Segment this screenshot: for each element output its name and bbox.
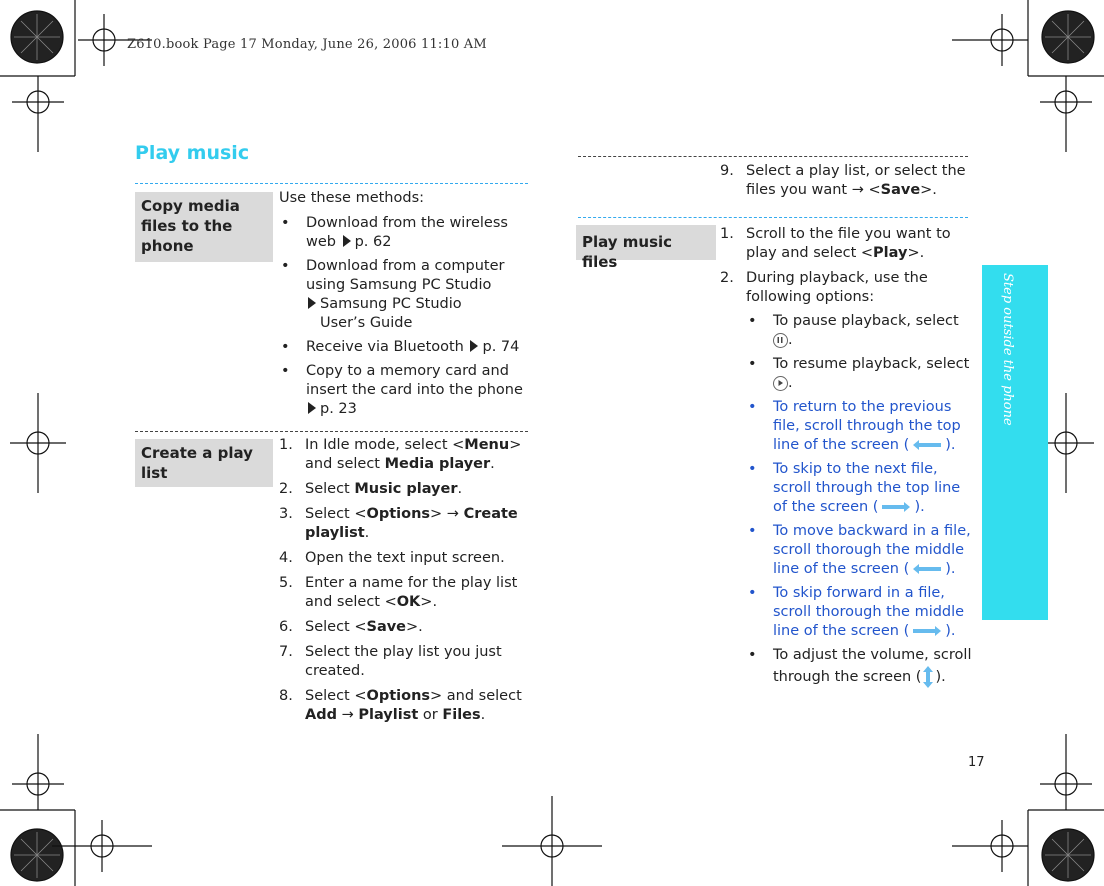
side-tab-label: Step outside the phone: [1000, 273, 1015, 426]
step-item: 6. Select <Save>.: [279, 619, 423, 635]
list-item: • Download from the wireless web p. 62: [279, 214, 531, 252]
section-side-tab: [982, 265, 1048, 620]
list-item: • Download from a computer using Samsung PC Studio Samsung PC Studio User’s Guide: [279, 257, 531, 333]
section-divider: [135, 431, 528, 432]
create-playlist-label: Create a play list: [135, 439, 273, 487]
step-item: 2. During playback, use the following options: • To pause playback, select . • To resume playback, select . • To return to the previous file, scroll through the top line of the screen ( ). • To skip to the next file, scroll through the top line of the screen ( ). • To move backward in a file, scroll thorough the middle line of the screen ( ). • To skip forward in a file, scroll thorough the middle line of the screen ( ). • To adjust the volume, scroll through the screen ( ).: [720, 269, 972, 689]
list-item: • Copy to a memory card and insert the card into the phone p. 23: [279, 362, 531, 419]
nav-up-down-icon: [921, 665, 935, 689]
play-files-label: Play music files: [576, 225, 716, 260]
create-playlist-steps: [279, 436, 531, 731]
step-item: 4. Open the text input screen.: [279, 550, 505, 566]
play-files-content: [720, 225, 972, 695]
nav-left-icon: [909, 438, 945, 452]
create-playlist-step-9: [720, 162, 972, 206]
step-item: 1. In Idle mode, select <Menu> and select Media player.: [279, 437, 522, 472]
print-header: Z610.book Page 17 Monday, June 26, 2006 11:10 AM: [127, 37, 487, 52]
step-item: 1. Scroll to the file you want to play and select <Play>.: [720, 226, 951, 261]
step-item: 9. Select a play list, or select the files you want → <Save>.: [720, 163, 966, 198]
list-item: • To move backward in a file, scroll thorough the middle line of the screen ( ).: [746, 522, 972, 579]
reference-arrow-icon: [343, 235, 351, 247]
section-divider: [578, 217, 968, 218]
nav-right-icon: [878, 500, 914, 514]
section-divider: [135, 183, 528, 184]
copy-methods-list: [279, 214, 531, 419]
page-number: 17: [968, 755, 985, 770]
nav-left-icon: [909, 562, 945, 576]
list-item: • To skip to the next file, scroll through the top line of the screen ( ).: [746, 460, 972, 517]
play-icon: [773, 376, 788, 391]
reference-arrow-icon: [308, 297, 316, 309]
nav-right-icon: [909, 624, 945, 638]
copy-media-intro: Use these methods:: [279, 190, 425, 206]
list-item: • To skip forward in a file, scroll thorough the middle line of the screen ( ).: [746, 584, 972, 641]
step-item: 3. Select <Options> → Create playlist.: [279, 506, 518, 541]
list-item: • Receive via Bluetooth p. 74: [279, 338, 531, 357]
list-item: • To adjust the volume, scroll through the screen ( ).: [746, 646, 972, 689]
step-item: 2. Select Music player.: [279, 481, 463, 497]
pause-icon: [773, 333, 788, 348]
copy-media-content: [279, 189, 531, 424]
list-item: • To pause playback, select .: [746, 312, 972, 350]
step-item: 5. Enter a name for the play list and select <OK>.: [279, 575, 518, 610]
reference-arrow-icon: [308, 402, 316, 414]
reference-arrow-icon: [470, 340, 478, 352]
list-item: • To return to the previous file, scroll through the top line of the screen ( ).: [746, 398, 972, 455]
step-item: 7. Select the play list you just created.: [279, 644, 502, 679]
playback-options-list: [746, 312, 972, 689]
section-divider: [578, 156, 968, 157]
copy-media-label: Copy media files to the phone: [135, 192, 273, 262]
page-title: Play music: [135, 142, 250, 164]
step-item: 8. Select <Options> and select Add → Playlist or Files.: [279, 688, 522, 723]
list-item: • To resume playback, select .: [746, 355, 972, 393]
